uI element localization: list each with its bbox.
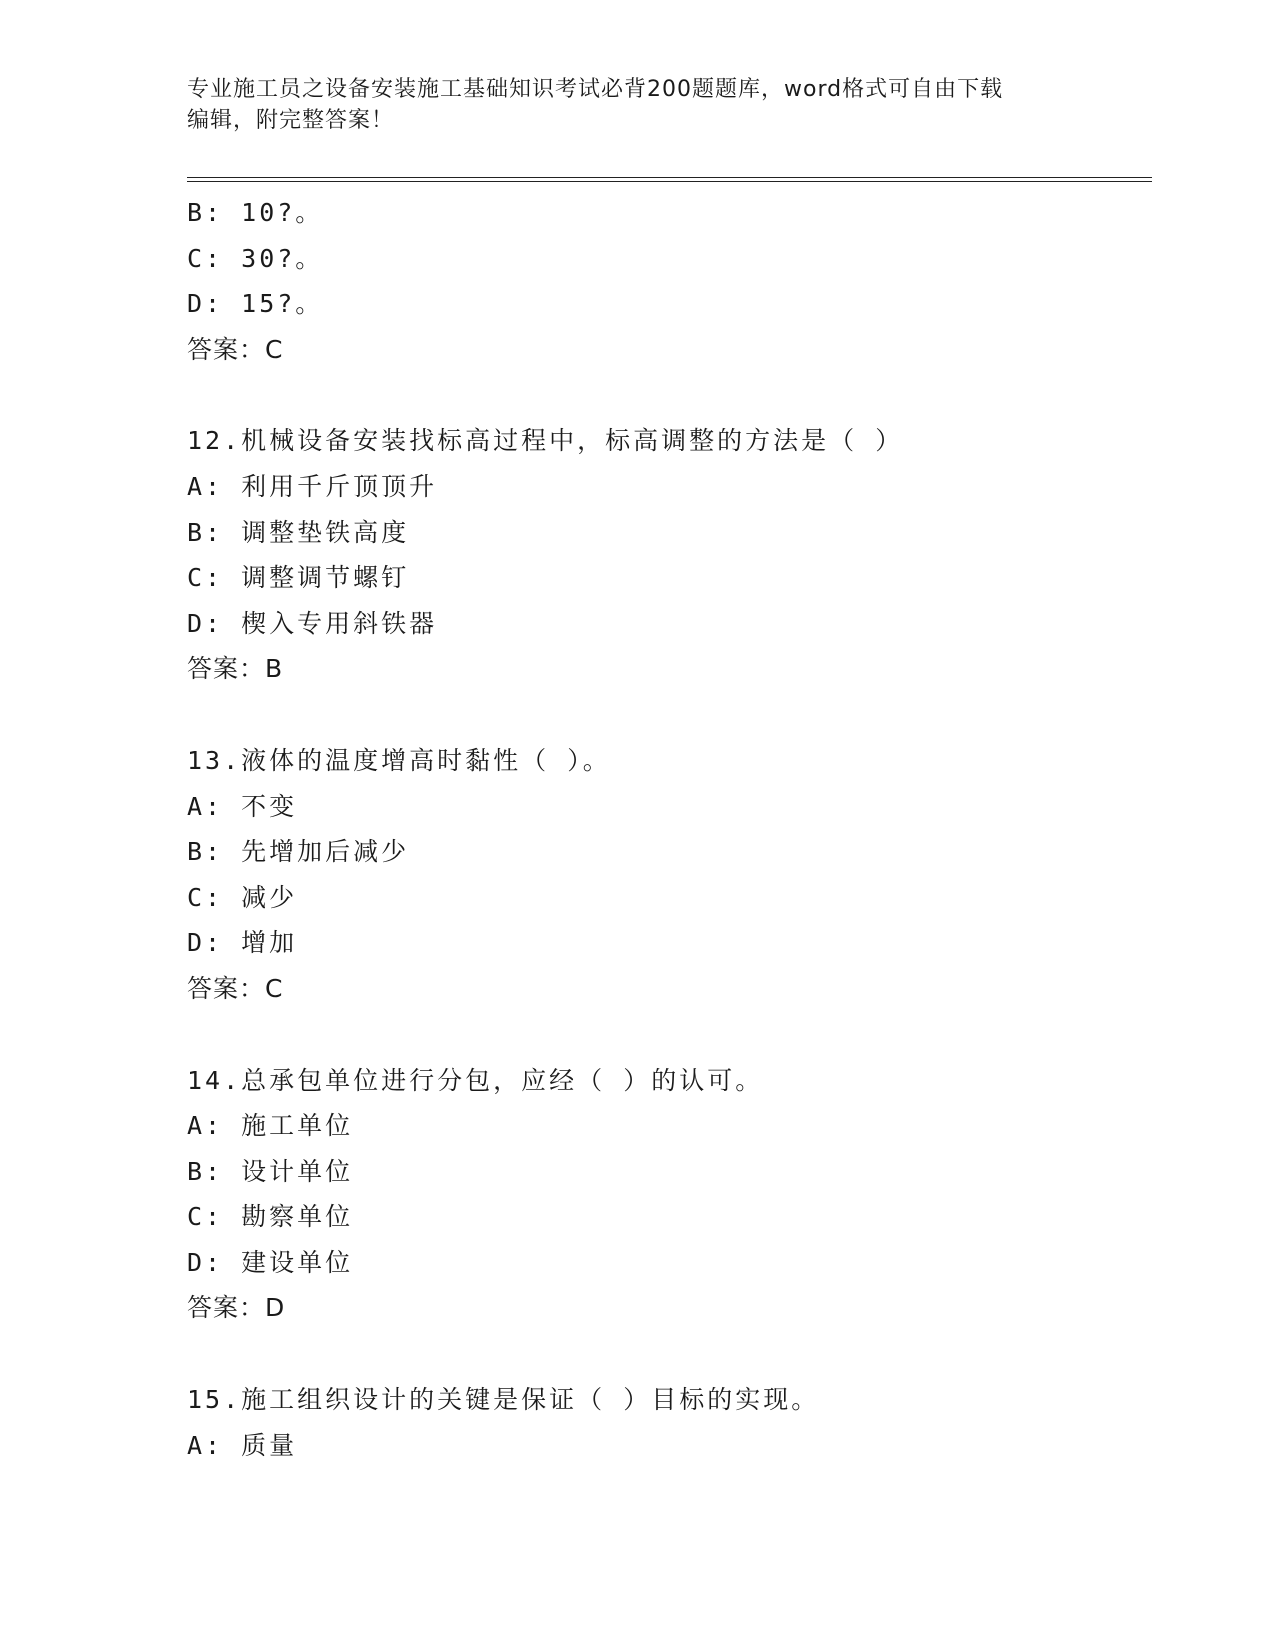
option-b: B: 调整垫铁高度 (187, 517, 410, 547)
header-divider (187, 177, 1152, 182)
spacer (187, 1331, 1152, 1377)
option-b: B: 设计单位 (187, 1156, 354, 1186)
question-12: 12.机械设备安装找标高过程中，标高调整的方法是（ ） (187, 426, 904, 456)
option-d: D: 15?。 (187, 289, 324, 319)
question-list (187, 190, 1152, 1468)
option-b: B: 先增加后减少 (187, 837, 410, 867)
option-c: C: 30?。 (187, 243, 324, 273)
spacer (187, 372, 1152, 418)
option-a: A: 施工单位 (187, 1111, 354, 1141)
document-header (187, 74, 1087, 136)
header-title-line-1: 专业施工员之设备安装施工基础知识考试必背200题题库，word格式可自由下载 (187, 77, 1004, 102)
answer-line: 答案：C (187, 334, 284, 364)
header-title-line-2: 编辑，附完整答案！ (187, 108, 395, 133)
question-15: 15.施工组织设计的关键是保证（ ）目标的实现。 (187, 1385, 820, 1415)
option-b: B: 10?。 (187, 198, 324, 227)
option-d: D: 楔入专用斜铁器 (187, 608, 438, 638)
question-13: 13.液体的温度增高时黏性（ ）。 (187, 745, 611, 775)
answer-line: 答案：C (187, 973, 284, 1003)
option-c: C: 减少 (187, 882, 298, 912)
option-d: D: 建设单位 (187, 1247, 354, 1277)
spacer (187, 1012, 1152, 1058)
option-c: C: 调整调节螺钉 (187, 563, 410, 593)
option-a: A: 质量 (187, 1430, 298, 1460)
option-a: A: 不变 (187, 791, 298, 821)
option-d: D: 增加 (187, 928, 298, 958)
question-14: 14.总承包单位进行分包，应经（ ）的认可。 (187, 1065, 764, 1095)
answer-line: 答案：B (187, 654, 284, 684)
option-a: A: 利用千斤顶顶升 (187, 471, 438, 501)
option-c: C: 勘察单位 (187, 1202, 354, 1232)
answer-line: 答案：D (187, 1293, 286, 1323)
spacer (187, 692, 1152, 738)
